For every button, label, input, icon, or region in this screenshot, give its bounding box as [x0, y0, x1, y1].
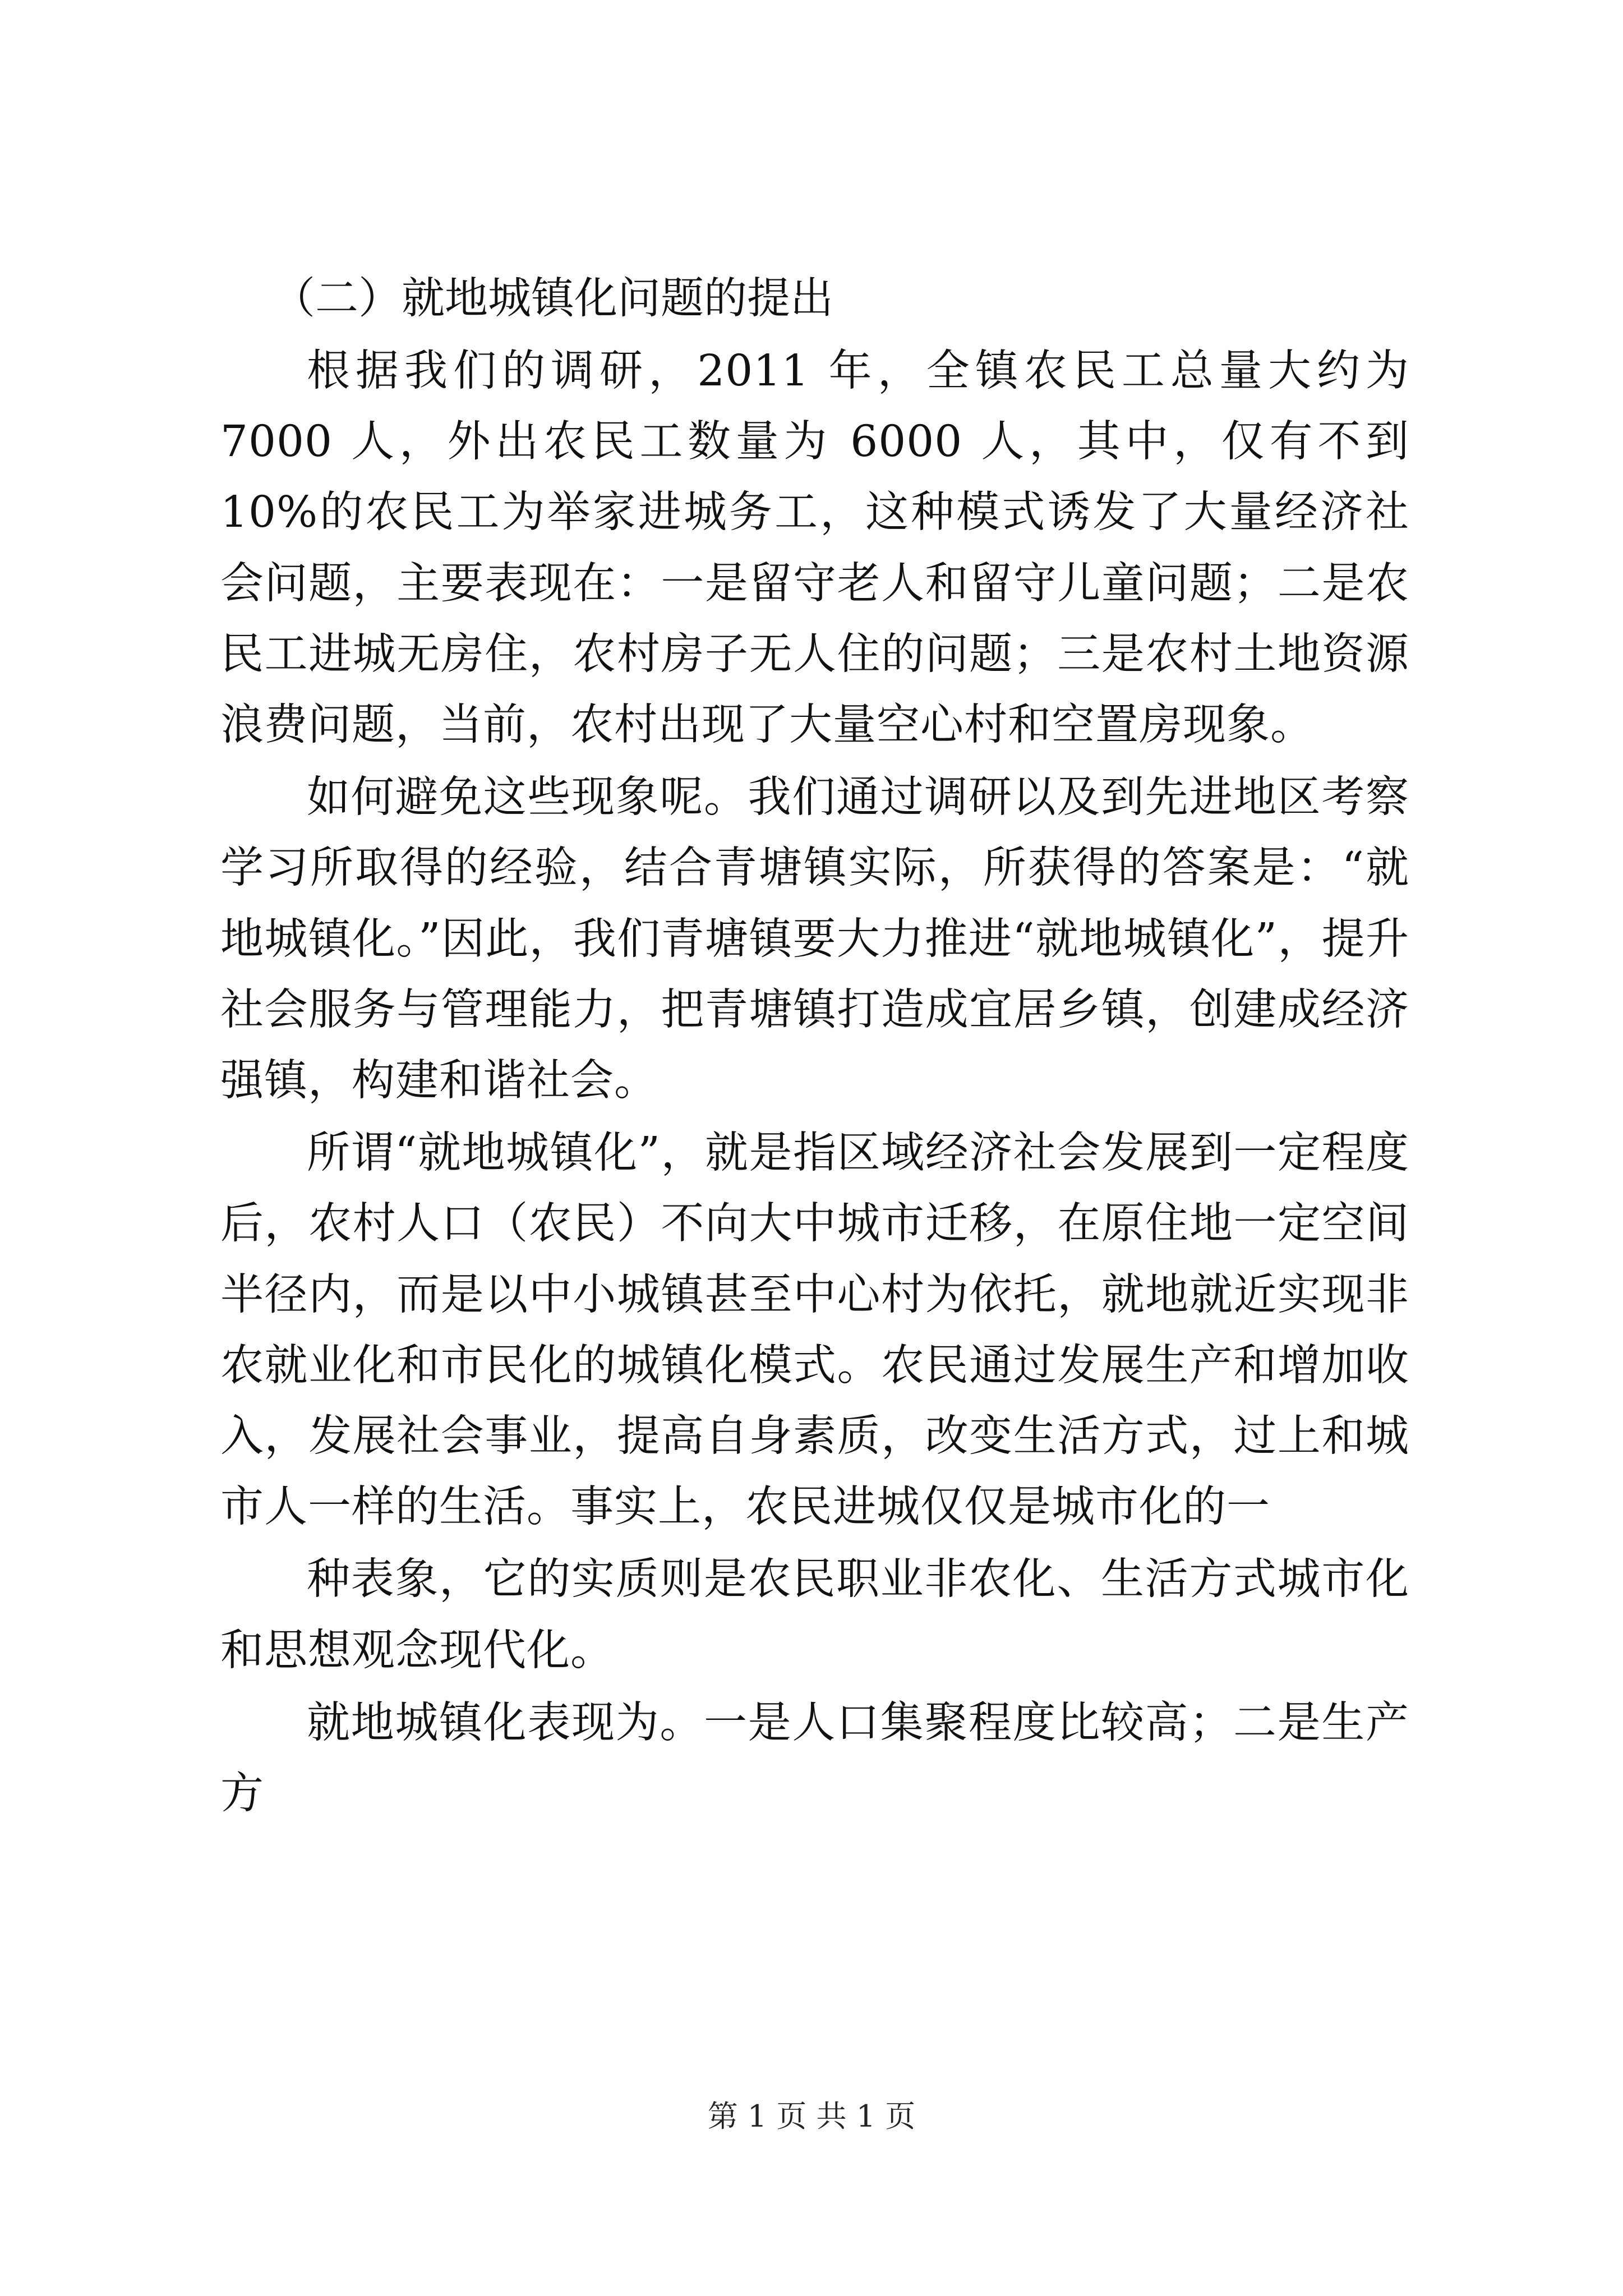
paragraph-1: 根据我们的调研，2011 年，全镇农民工总量大约为 7000 人，外出农民工数量为 6000 人，其中，仅有不到 10%的农民工为举家进城务工，这种模式诱发了大量经济社会问题，主要表现在：一是留守老人和留守儿童问题；二是农民工进城无房住，农村房子无人住的问题；三是农村土地资源浪费问题，当前，农村出现了大量空心村和空置房现象。: [220, 346, 1409, 751]
paragraph-4: 种表象，它的实质则是农民职业非农化、生活方式城市化和思想观念现代化。: [220, 1554, 1409, 1676]
paragraph-3: 所谓“就地城镇化”，就是指区域经济社会发展到一定程度后，农村人口（农民）不向大中城市迁移，在原住地一定空间半径内，而是以中小城镇甚至中心村为依托，就地就近实现非农就业化和市民化的城镇化模式。农民通过发展生产和增加收入，发展社会事业，提高自身素质，改变生活方式，过上和城市人一样的生活。事实上，农民进城仅仅是城市化的一: [220, 1128, 1409, 1533]
document-body: [220, 264, 1409, 1831]
section-heading: （二）就地城镇化问题的提出: [272, 274, 833, 324]
paragraph-2: 如何避免这些现象呢。我们通过调研以及到先进地区考察学习所取得的经验，结合青塘镇实际，所获得的答案是：“就地城镇化。”因此，我们青塘镇要大力推进“就地城镇化”，提升社会服务与管理能力，把青塘镇打造成宜居乡镇，创建成经济强镇，构建和谐社会。: [220, 772, 1409, 1106]
page-footer: 第 1 页 共 1 页: [707, 2099, 916, 2134]
paragraph-5: 就地城镇化表现为。一是人口集聚程度比较高；二是生产方: [220, 1697, 1409, 1819]
